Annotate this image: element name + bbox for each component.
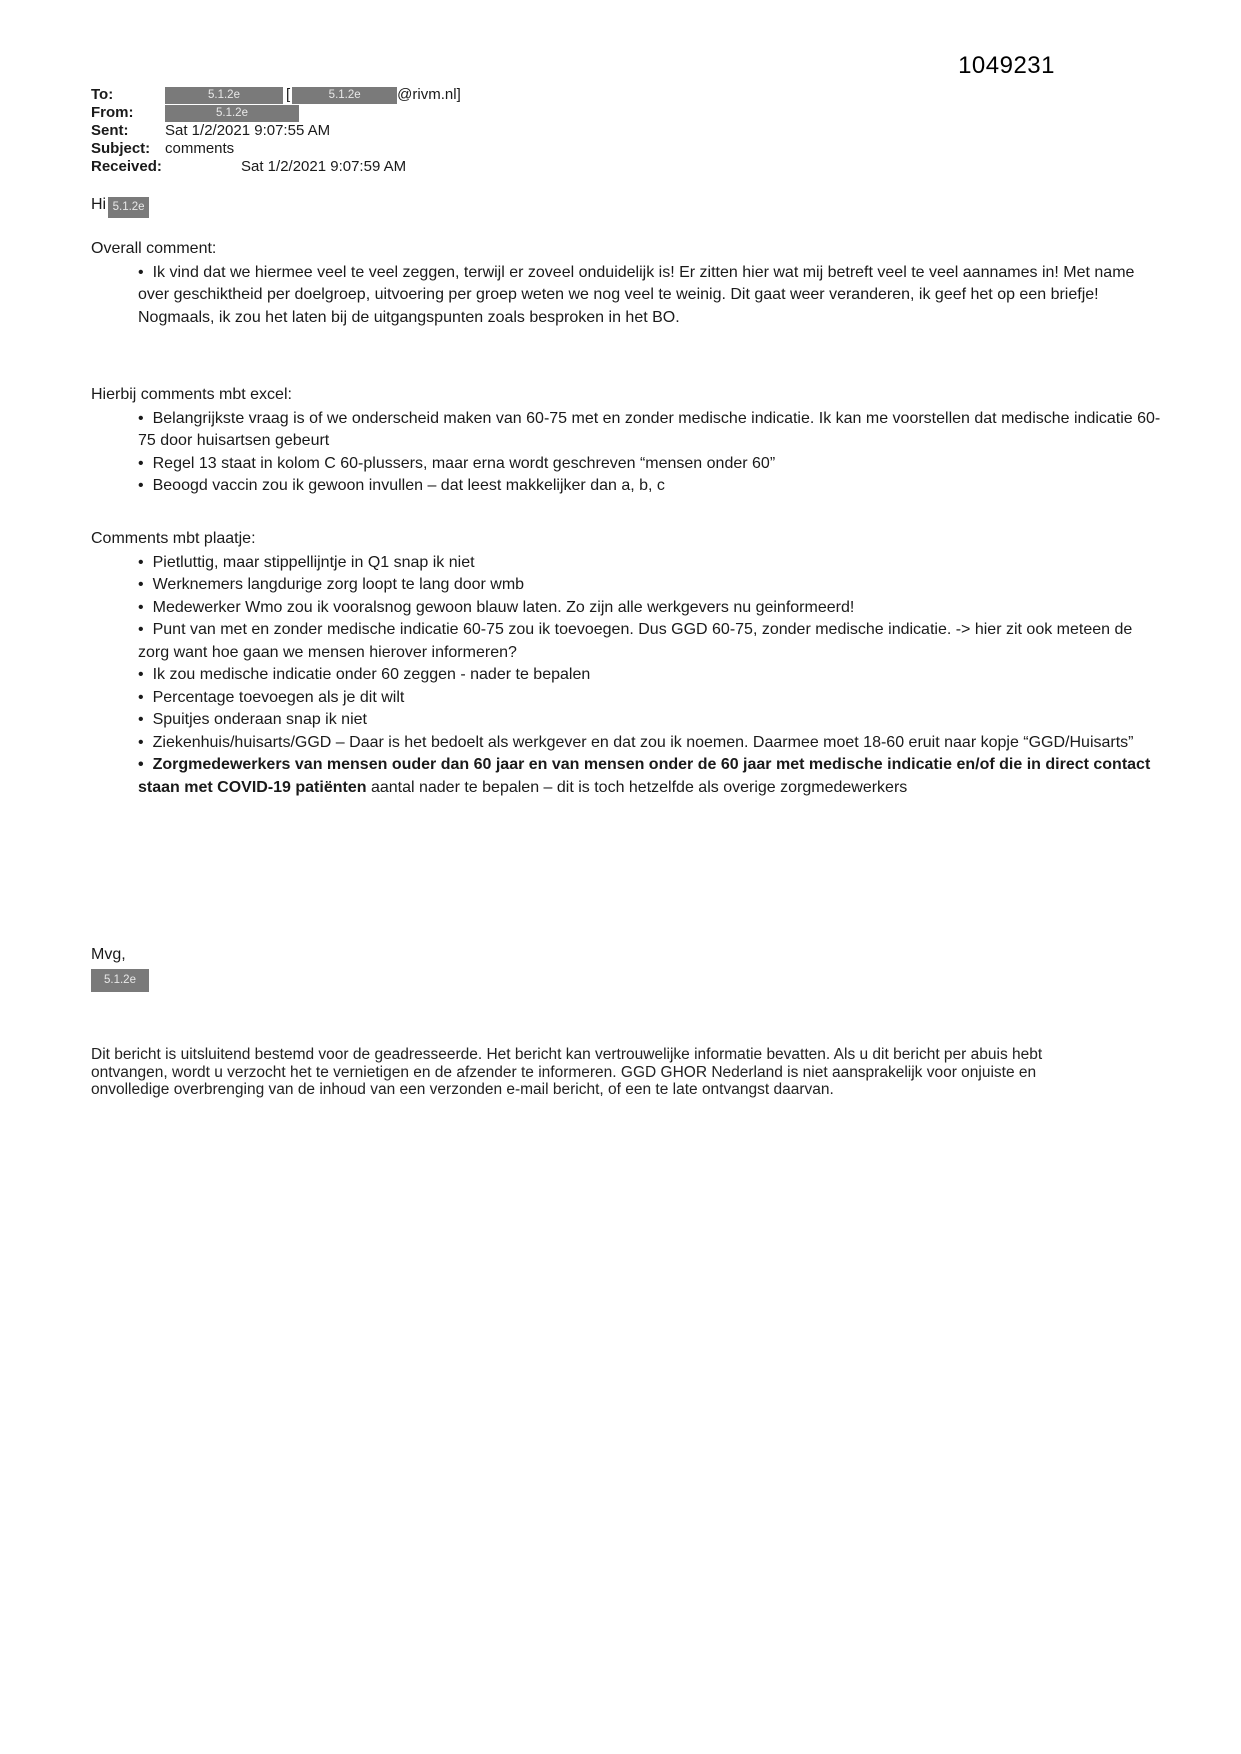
bullet-item [91,709,1166,732]
bullet-item [91,732,1166,755]
bullet-text: Ik vind dat we hiermee veel te veel zeggen, terwijl er zoveel onduidelijk is! Er zitten hier wat mij betreft veel te veel aannames in! Met name over geschiktheid per doelgroep, uitvoering per groep weten we nog veel te weinig. Dit gaat weer veranderen, ik geef het op een briefje! Nogmaals, ik zou het laten bij de uitgangspunten zoals besproken in het BO. [138,263,1135,326]
section-heading: Comments mbt plaatje: [91,530,256,547]
bullet-item [91,574,1166,597]
greeting-text: Hi [91,196,107,213]
bullet-text: Werknemers langdurige zorg loopt te lang door wmb [152,576,525,593]
bullet-marker: • [138,756,144,773]
subject-value: comments [165,140,235,157]
to-email-domain: @rivm.nl] [397,86,461,103]
bullet-text: Medewerker Wmo zou ik vooralsnog gewoon blauw laten. Zo zijn alle werkgevers nu geinformeerd! [152,598,855,616]
bullet-text: Spuitjes onderaan snap ik niet [152,711,367,728]
section-overall-comment [91,238,1166,329]
signoff-text: Mvg, [91,946,126,963]
subject-label: Subject: [91,140,151,157]
email-disclaimer: Dit bericht is uitsluitend bestemd voor de geadresseerde. Het bericht kan vertrouwelijke informatie bevatten. Als u dit bericht per abuis hebt ontvangen, wordt u verzocht het te vernietigen en de afzender te informeren. GGD GHOR Nederland is niet aansprakelijk voor onjuiste en onvolledige overbrenging van de inhoud van een verzonden e-mail bericht, of een te late ontvangst daarvan. [91,1046,1043,1098]
bullet-item [91,262,1166,330]
bullet-item [91,453,1166,476]
bullet-marker: • [138,454,144,472]
bullet-item [91,687,1166,710]
bullet-text: Percentage toevoegen als je dit wilt [152,688,405,706]
bullet-item [91,552,1166,575]
to-bracket: [ [286,86,291,103]
header-row-subject [91,140,1166,158]
bullet-text: Belangrijkste vraag is of we onderscheid maken van 60-75 met en zonder medische indicatie. Ik kan me voorstellen dat medische indicatie 60-75 door huisartsen gebeurt [138,409,1161,449]
from-value [165,104,299,121]
to-label: To: [91,86,114,103]
header-row-from [91,104,1166,122]
bullet-text: Punt van met en zonder medische indicatie 60-75 zou ik toevoegen. Dus GGD 60-75, zonder medische indicatie. -> hier zit ook meteen de zorg want hoe gaan we mensen hierover informeren? [138,621,1133,661]
greeting-line [91,196,1166,218]
document-number: 1049231 [958,52,1055,79]
signoff-block [91,944,1166,992]
bullet-marker: • [138,576,144,593]
redaction-box: 5.1.2e [165,87,283,104]
bullet-text: aantal nader te bepalen – dit is toch hetzelfde als overige zorgmedewerkers [366,778,908,796]
header-row-sent [91,122,1166,140]
section-excel-comments [91,384,1166,498]
from-label: From: [91,104,134,121]
bullet-text: Ik zou medische indicatie onder 60 zeggen - nader te bepalen [152,666,591,683]
bullet-marker: • [138,263,144,281]
bullet-text-bold: Zorgmedewerkers van mensen ouder dan 60 jaar en van mensen onder de 60 jaar met medische indicatie en/of die in direct contact staan met COVID-19 patiënten [138,756,1151,796]
bullet-marker: • [138,711,144,728]
bullet-text: Pietluttig, maar stippellijntje in Q1 snap ik niet [152,553,475,571]
bullet-marker: • [138,553,144,571]
email-header [91,86,1166,176]
redaction-box: 5.1.2e [292,87,397,104]
bullet-marker: • [138,621,144,638]
bullet-marker: • [138,477,144,494]
bullet-text: Beoogd vaccin zou ik gewoon invullen – dat leest makkelijker dan a, b, c [152,477,665,494]
section-plaatje-comments [91,528,1166,799]
redaction-box: 5.1.2e [108,197,149,218]
bullet-marker: • [138,598,144,616]
section-heading: Overall comment: [91,240,217,257]
bullet-marker: • [138,666,144,683]
section-heading: Hierbij comments mbt excel: [91,386,292,403]
header-row-received [91,158,1166,176]
bullet-item [91,664,1166,687]
bullet-text: Ziekenhuis/huisarts/GGD – Daar is het bedoelt als werkgever en dat zou ik noemen. Daarmee moet 18-60 eruit naar kopje “GGD/Huisarts” [152,733,1134,751]
bullet-text: Regel 13 staat in kolom C 60-plussers, maar erna wordt geschreven “mensen onder 60” [152,454,776,472]
bullet-marker: • [138,733,144,751]
bullet-item [91,597,1166,620]
to-value [165,86,461,103]
received-value: Sat 1/2/2021 9:07:59 AM [241,158,407,175]
bullet-item [91,408,1166,453]
bullet-item [91,475,1166,498]
sent-label: Sent: [91,122,129,139]
redaction-box: 5.1.2e [165,105,299,122]
redaction-box: 5.1.2e [91,969,149,992]
received-label: Received: [91,158,162,175]
bullet-marker: • [138,688,144,706]
header-row-to [91,86,1166,104]
sent-value: Sat 1/2/2021 9:07:55 AM [165,122,331,139]
bullet-marker: • [138,409,144,427]
bullet-item-bold [91,754,1166,799]
bullet-item [91,619,1166,664]
